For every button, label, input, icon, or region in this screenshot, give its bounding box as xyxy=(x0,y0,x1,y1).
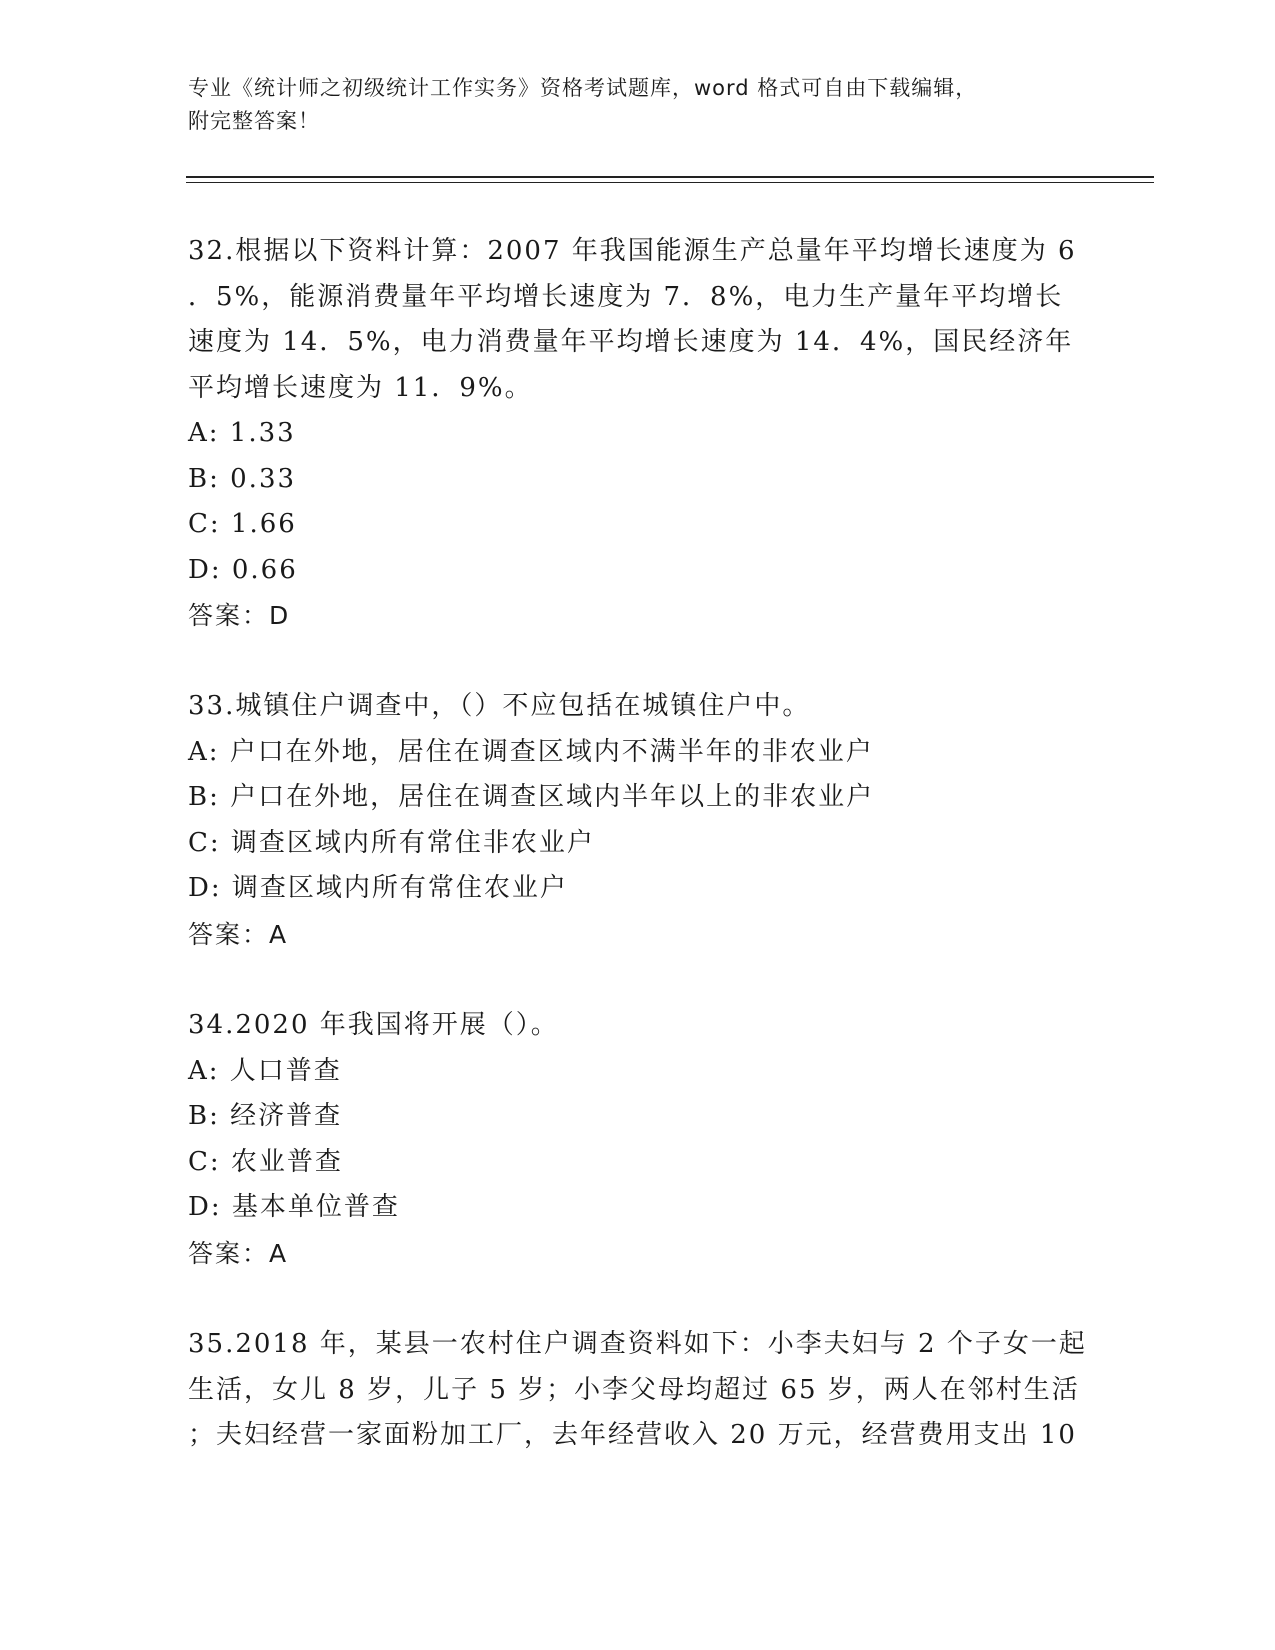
option-d: D: 基本单位普查 xyxy=(188,1192,400,1222)
option-c: C: 调查区域内所有常住非农业户 xyxy=(188,827,595,858)
option-b: B: 经济普查 xyxy=(188,1101,343,1131)
stem-line: 34.2020 年我国将开展（）。 xyxy=(188,1010,559,1040)
option-a: A: 户口在外地，居住在调查区域内不满半年的非农业户 xyxy=(188,736,874,767)
document-header xyxy=(188,72,1088,138)
question-stem xyxy=(188,1322,1088,1459)
stem-line: 32.根据以下资料计算：2007 年我国能源生产总量年平均增长速度为 6 xyxy=(188,236,1077,266)
stem-line: 35.2018 年，某县一农村住户调查资料如下：小李夫妇与 2 个子女一起 xyxy=(188,1329,1087,1359)
question-32 xyxy=(188,229,1088,639)
stem-line: 33.城镇住户调查中，（）不应包括在城镇住户中。 xyxy=(188,691,811,721)
option-b: B: 户口在外地，居住在调查区域内半年以上的非农业户 xyxy=(188,782,875,812)
option-c: C: 农业普查 xyxy=(188,1146,343,1177)
answer: 答案：A xyxy=(188,919,289,949)
option-d: D: 0.66 xyxy=(188,554,298,585)
option-a: A: 1.33 xyxy=(188,418,296,448)
question-stem xyxy=(188,1003,1088,1049)
stem-line: 平均增长速度为 11．9%。 xyxy=(188,372,533,403)
header-divider-thick xyxy=(186,176,1154,178)
question-35 xyxy=(188,1322,1088,1459)
stem-line: ．5%，能源消费量年平均增长速度为 7．8%，电力生产量年平均增长 xyxy=(188,281,1064,312)
answer: 答案：D xyxy=(188,601,291,630)
option-b: B: 0.33 xyxy=(188,463,297,494)
stem-line: 生活，女儿 8 岁，儿子 5 岁；小李父母均超过 65 岁，两人在邻村生活 xyxy=(188,1374,1080,1405)
option-c: C: 1.66 xyxy=(188,509,297,539)
stem-line: 速度为 14．5%，电力消费量年平均增长速度为 14．4%，国民经济年 xyxy=(188,327,1074,357)
header-divider-thin xyxy=(186,182,1154,183)
header-line-2: 附完整答案！ xyxy=(188,109,320,133)
answer: 答案：A xyxy=(188,1238,289,1268)
option-d: D: 调查区域内所有常住农业户 xyxy=(188,873,568,903)
header-line-1: 专业《统计师之初级统计工作实务》资格考试题库，word 格式可自由下载编辑， xyxy=(188,76,978,100)
question-33 xyxy=(188,684,1088,957)
question-stem xyxy=(188,684,1088,730)
option-a: A: 人口普查 xyxy=(188,1055,342,1086)
question-34 xyxy=(188,1003,1088,1276)
question-stem xyxy=(188,229,1088,411)
stem-line: ；夫妇经营一家面粉加工厂，去年经营收入 20 万元，经营费用支出 10 xyxy=(188,1420,1077,1450)
